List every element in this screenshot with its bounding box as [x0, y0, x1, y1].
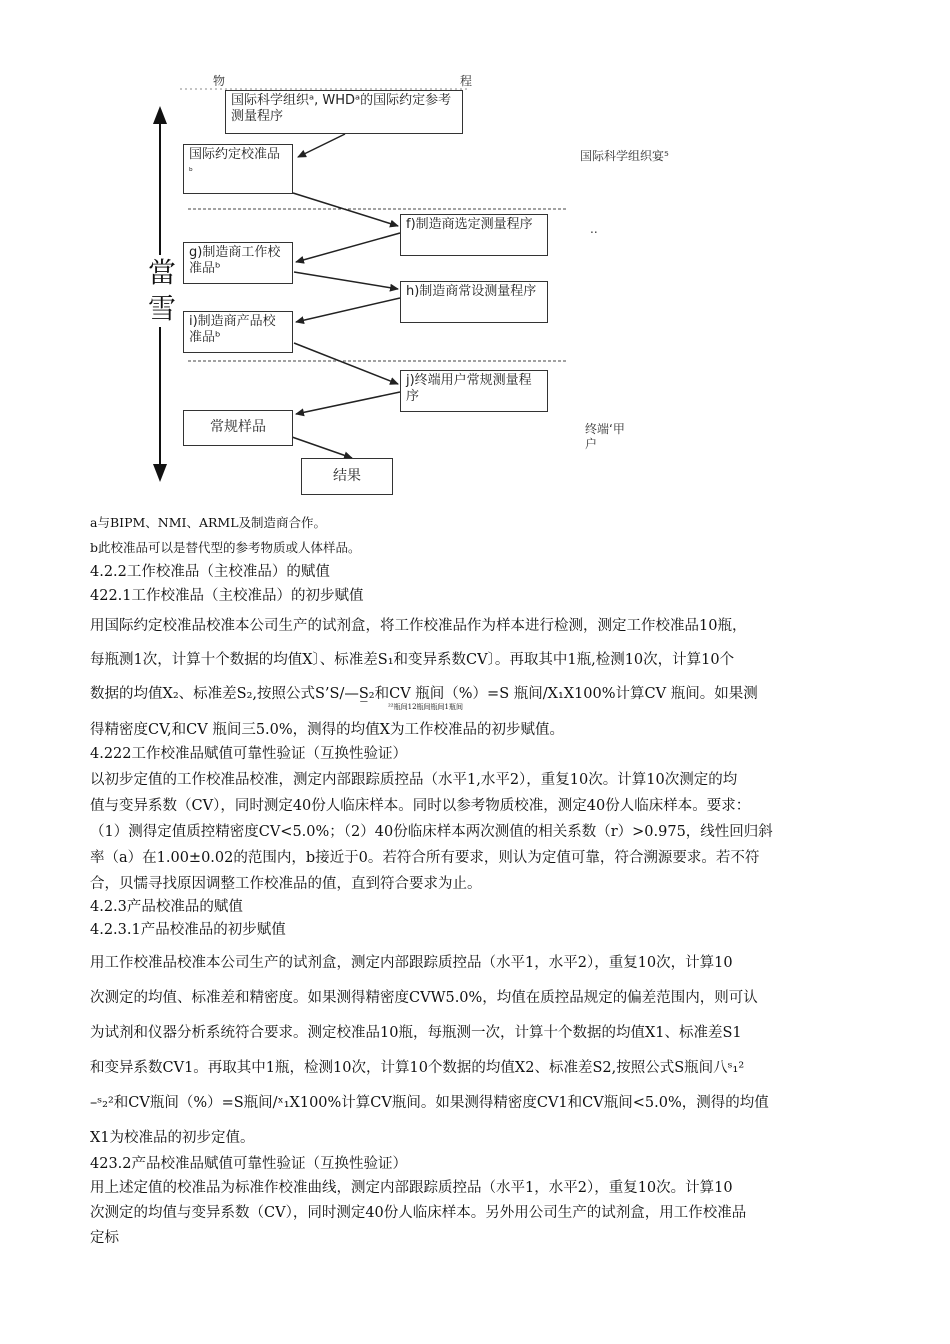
- box-ref-procedure: 国际科学组织ᵃ, WHDᵃ的国际约定参考测量程序: [225, 90, 463, 134]
- side-label-intl-org: 国际科学组织宴⁵: [580, 149, 669, 163]
- top-fragment-right: 程: [460, 74, 473, 88]
- s423-line-3: 为试剂和仪器分析系统符合要求。测定校准品10瓶，每瓶测一次，计算十个数据的均值X1、标准差S1: [90, 1025, 742, 1041]
- box-mfr-product-calibrator: i)制造商产品校准品ᵇ: [183, 311, 293, 353]
- heading-4-2-2-2: 4.222工作校准品赋值可靠性验证（互换性验证）: [90, 746, 408, 762]
- s4222-line-1: 以初步定值的工作校准品校准，测定内部跟踪质控品（水平1,水平2），重复10次。计算10次测定的均: [90, 772, 738, 788]
- s4232-line-1: 用上述定值的校准品为标准作校准曲线，测定内部跟踪质控品（水平1，水平2），重复10次。计算10: [90, 1180, 733, 1196]
- vertical-axis-label: 當 雪: [140, 255, 184, 327]
- box-result: 结果: [301, 458, 393, 495]
- s423-line-6: X1为校准品的初步定值。: [90, 1130, 255, 1146]
- s4232-line-3: 定标: [90, 1230, 119, 1246]
- arrow-h-to-i: [296, 298, 400, 322]
- side-label-end-user-1: 终端ʻ甲: [585, 422, 625, 436]
- side-label-end-user-2: 户: [585, 437, 598, 451]
- s422-line-3-subscripts: ²²瓶间12瓶间瓶间1瓶间: [388, 703, 463, 711]
- s422-line-4: 得精密度CV,和CV 瓶间三5.0%，测得的均值X为工作校准品的初步赋值。: [90, 722, 564, 738]
- box-mfr-working-calibrator: g)制造商工作校准品ᵇ: [183, 242, 293, 284]
- s423-line-2: 次测定的均值、标准差和精密度。如果测得精密度CVW5.0%，均值在质控品规定的偏差范围内，则可认: [90, 990, 758, 1006]
- box-mfr-selected-procedure: f)制造商选定测量程序: [400, 214, 548, 256]
- s4222-line-3: （1）测得定值质控精密度CV<5.0%；（2）40份临床样本两次测值的相关系数（r）>0.975，线性回归斜: [90, 824, 773, 840]
- s4222-line-2: 值与变异系数（CV），同时测定40份人临床样本。同时以参考物质校准，测定40份人临床样本。要求：: [90, 798, 751, 814]
- s423-line-1: 用工作校准品校准本公司生产的试剂盒，测定内部跟踪质控品（水平1，水平2），重复10次，计算10: [90, 955, 733, 971]
- s4222-line-4: 率（a）在1.00±0.02的范围内，b接近于0。若符合所有要求，则认为定值可靠，符合溯源要求。若不符: [90, 850, 760, 866]
- box-mfr-standing-procedure: h)制造商常设测量程序: [400, 281, 548, 323]
- intl-calibrator-label: 国际约定校准品: [189, 147, 281, 162]
- heading-4-2-3-2: 423.2产品校准品赋值可靠性验证（互换性验证）: [90, 1156, 408, 1172]
- heading-4-2-2-1: 422.1工作校准品（主校准品）的初步赋值: [90, 588, 364, 604]
- axis-arrow-bottom: [153, 464, 167, 482]
- arrow-i-to-j: [294, 343, 398, 384]
- s422-line-2: 每瓶测1次，计算十个数据的均值X〕、标准差S₁和变异系数CV〕。再取其中1瓶,检测10次，计算10个: [90, 652, 735, 668]
- s423-line-4: 和变异系数CV1。再取其中1瓶，检测10次，计算10个数据的均值X2、标准差S2,按照公式S瓶间八ˢ₁²: [90, 1060, 745, 1076]
- arrow-f-to-g: [296, 233, 400, 262]
- heading-4-2-3: 4.2.3产品校准品的赋值: [90, 899, 243, 915]
- box-end-user-procedure: j)终端用户常规测量程序: [400, 370, 548, 412]
- arrow-j-to-routine: [296, 392, 400, 414]
- s4232-line-2: 次测定的均值与变异系数（CV），同时测定40份人临床样本。另外用公司生产的试剂盒，用工作校准品: [90, 1205, 747, 1221]
- footnote-a: a与BIPM、NMI、ARML及制造商合作。: [90, 515, 326, 530]
- arrow-g-to-h: [294, 272, 398, 289]
- s423-line-5: –ˢ₂²和CV瓶间（%）=S瓶间/ˣ₁X100%计算CV瓶间。如果测得精密度CV1和CV瓶间<5.0%，测得的均值: [90, 1095, 769, 1111]
- arrow-routine-to-result: [292, 437, 352, 458]
- footnote-b: b此校准品可以是替代型的参考物质或人体样品。: [90, 540, 361, 555]
- s4222-line-5: 合，贝懦寻找原因调整工作校准品的值，直到符合要求为止。: [90, 876, 482, 892]
- box-intl-calibrator: [183, 144, 293, 194]
- s422-line-3: 数据的均值X₂、标准差S₂,按照公式S’S/—S̲₂和CV 瓶间（%）=S 瓶间/X₁X100%计算CV 瓶间。如果测: [90, 686, 758, 702]
- arrow-ref-to-intl: [298, 134, 345, 157]
- intl-calibrator-note: ᵇ: [189, 167, 193, 177]
- side-label-dots: ..: [590, 222, 598, 236]
- box-routine-sample: 常规样品: [183, 410, 293, 446]
- heading-4-2-2: 4.2.2工作校准品（主校准品）的赋值: [90, 564, 330, 580]
- top-fragment-left: 物: [213, 74, 226, 88]
- axis-arrow-top: [153, 106, 167, 124]
- s422-line-1: 用国际约定校准品校准本公司生产的试剂盒，将工作校准品作为样本进行检测，测定工作校准品10瓶，: [90, 618, 747, 634]
- heading-4-2-3-1: 4.2.3.1产品校准品的初步赋值: [90, 922, 286, 938]
